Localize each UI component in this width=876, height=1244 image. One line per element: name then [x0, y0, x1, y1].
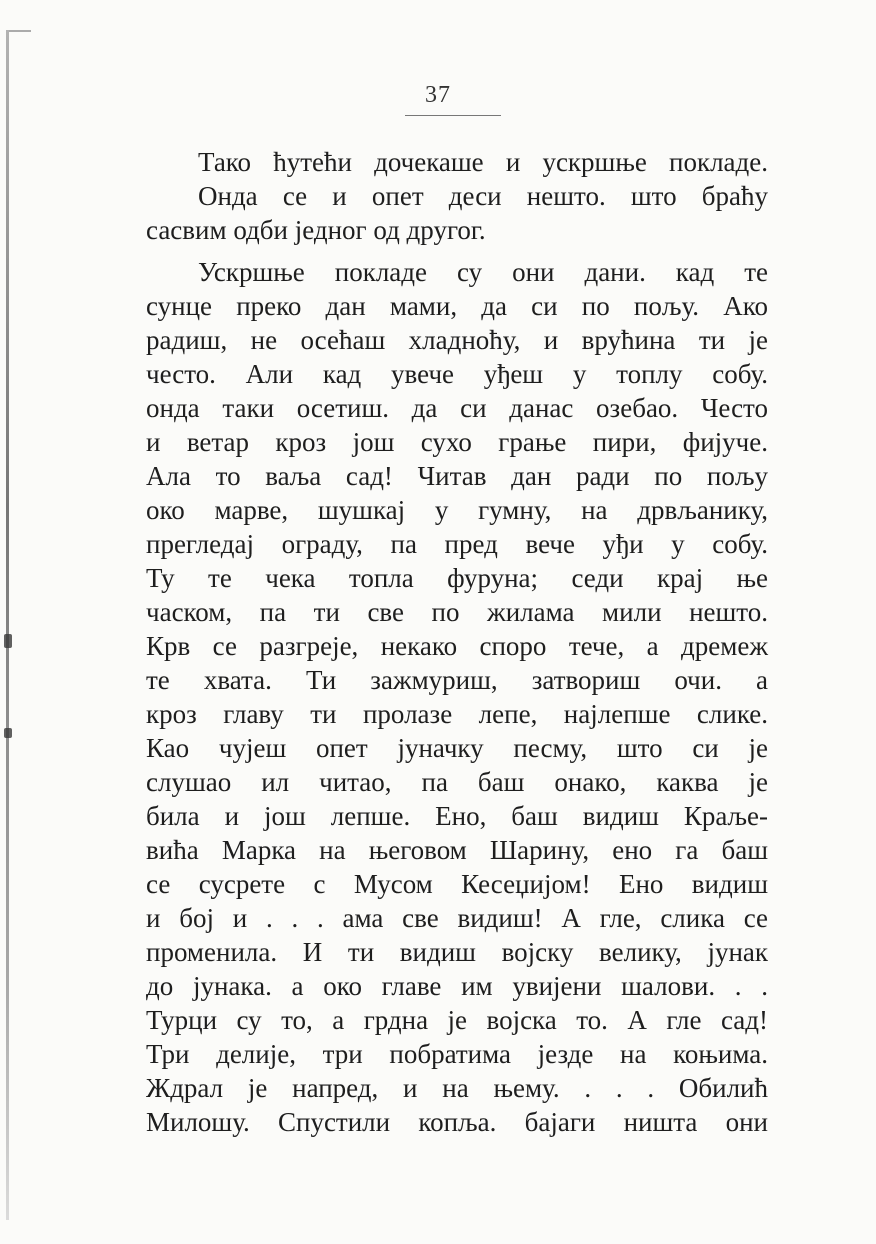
page-number-rule [405, 115, 501, 116]
text-line: сунце преко дан мами, да си по пољу. Ако [146, 291, 768, 321]
text-line: Тако ћутећи дочекаше и ускршње покладе. [198, 147, 768, 177]
text-line: и ветар кроз још сухо грање пири, фијуче. [146, 427, 768, 457]
edge-blot-lower [4, 728, 12, 738]
text-line: често. Али кад увече уђеш у топлу собу. [146, 359, 768, 389]
text-line: Турци су то, а грдна је војска то. А гле сад! [146, 1005, 768, 1035]
text-line: била и још лепше. Ено, баш видиш Краље- [146, 801, 768, 831]
text-line: слушао ил читао, па баш онако, каква је [146, 767, 768, 797]
text-line: и бој и . . . ама све видиш! А гле, слика се [146, 903, 768, 933]
text-line: се сусрете с Мусом Кесеџијом! Ено видиш [146, 869, 768, 899]
text-line: сасвим одби једног од другог. [146, 215, 486, 245]
text-line: радиш, не осећаш хладноћу, и врућина ти је [146, 325, 768, 355]
body-text [146, 145, 768, 1139]
edge-blot-upper [4, 634, 12, 648]
text-line: око марве, шушкај у гумну, на дрвљанику, [146, 495, 768, 525]
text-line: часком, па ти све по жилама мили нешто. [146, 597, 768, 627]
text-line: променила. И ти видиш војску велику, јунак [146, 937, 768, 967]
text-line: Ждрал је напред, и на њему. . . . Обилић [146, 1073, 768, 1103]
text-line: Три делије, три побратима језде на коњима. [146, 1039, 768, 1069]
text-line: Као чујеш опет јуначку песму, што си је [146, 733, 768, 763]
text-line: до јунака. а око главе им увијени шалови. . . [146, 971, 768, 1001]
text-line: те хвата. Ти зажмуриш, затвориш очи. а [146, 665, 768, 695]
edge-scratch [9, 30, 31, 32]
text-line: вића Марка на његовом Шарину, ено га баш [146, 835, 768, 865]
text-line: Ала то ваља сад! Читав дан ради по пољу [146, 461, 768, 491]
text-line: кроз главу ти пролазе лепе, најлепше слике. [146, 699, 768, 729]
text-line: Ускршње покладе су они дани. кад те [198, 257, 768, 287]
page-number: 37 [425, 82, 451, 108]
text-line: онда таки осетиш. да си данас озебао. Често [146, 393, 768, 423]
text-line: Ту те чека топла фуруна; седи крај ње [146, 563, 768, 593]
page-binding-edge [6, 30, 9, 1220]
text-line: Милошу. Спустили копља. бајаги ништа они [146, 1107, 768, 1137]
text-line: Онда се и опет деси нешто. што браћу [198, 181, 768, 211]
text-line: Крв се разгреје, некако споро тече, а дремеж [146, 631, 768, 661]
text-line: прегледај ограду, па пред вече уђи у собу. [146, 529, 768, 559]
